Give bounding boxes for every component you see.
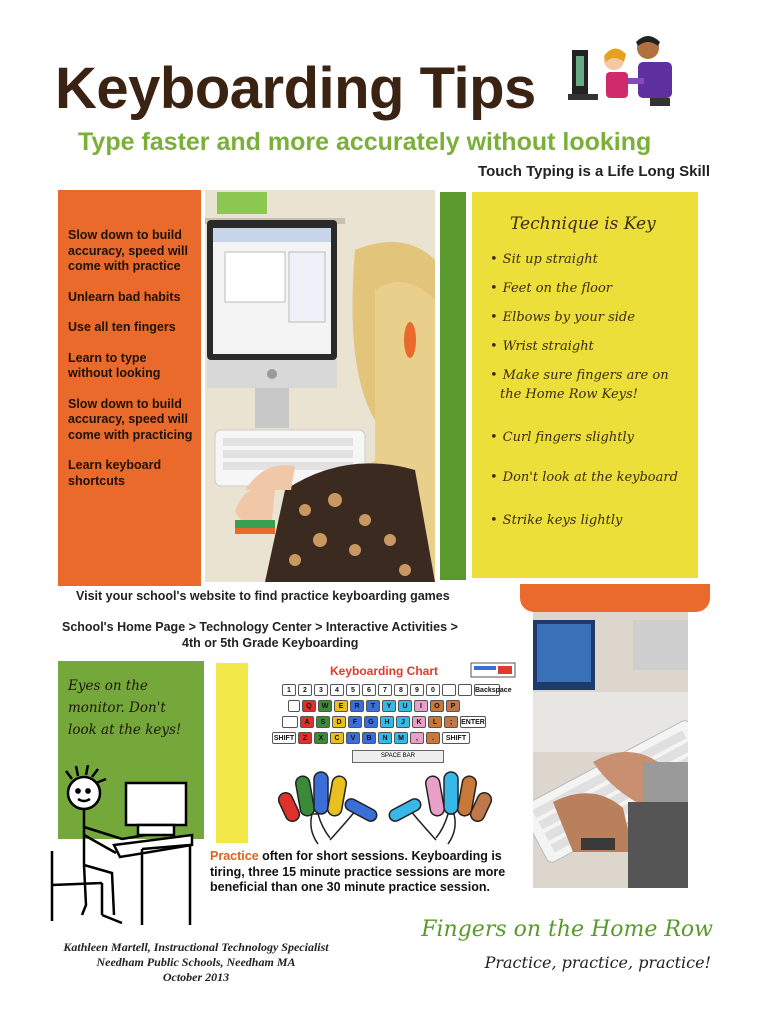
student-typing-photo xyxy=(205,190,435,582)
keyboard-key xyxy=(288,700,300,712)
stick-figure-typing-icon xyxy=(42,765,212,935)
keyboard-key: K xyxy=(412,716,426,728)
keyboard-key: C xyxy=(330,732,344,744)
keyboard-key: Q xyxy=(302,700,316,712)
tip-item: Learn to type without looking xyxy=(68,350,161,380)
eyes-on-monitor-text: Eyes on the monitor. Don't look at the keys! xyxy=(68,678,182,738)
tip-item: Slow down to build accuracy, speed will come with practice xyxy=(68,228,188,273)
keyboard-key: L xyxy=(428,716,442,728)
keyboard-key: B xyxy=(362,732,376,744)
keyboard-key: 1 xyxy=(282,684,296,696)
keyboard-key: G xyxy=(364,716,378,728)
keyboard-key: R xyxy=(350,700,364,712)
keyboard-chart xyxy=(273,684,514,764)
navigation-path-line2: 4th or 5th Grade Keyboarding xyxy=(182,636,359,650)
keyboard-key: F xyxy=(348,716,362,728)
keyboard-key: SHIFT xyxy=(442,732,470,744)
technique-item: • Curl fingers slightly xyxy=(490,430,634,445)
keyboard-key: 2 xyxy=(298,684,312,696)
keyboard-chart-title: Keyboarding Chart xyxy=(330,664,439,678)
technique-item: • Sit up straight xyxy=(490,252,598,267)
keyboard-key: , xyxy=(410,732,424,744)
keyboard-key: V xyxy=(346,732,360,744)
tip-item: Slow down to build accuracy, speed will come with practicing xyxy=(68,396,193,442)
technique-item: • Strike keys lightly xyxy=(490,513,623,528)
keyboard-key: Backspace xyxy=(474,684,500,696)
practice-note: Practice often for short sessions. Keyboarding is tiring, three 15 minute practice sessions are more beneficial than one 30 minute practice session. xyxy=(210,849,506,894)
tagline: Touch Typing is a Life Long Skill xyxy=(478,163,710,180)
hands-on-keyboard-photo xyxy=(533,612,688,888)
keyboard-key: U xyxy=(398,700,412,712)
keyboard-key: H xyxy=(380,716,394,728)
kids-computer-clipart-icon xyxy=(566,28,686,108)
keyboard-key: A xyxy=(300,716,314,728)
keyboard-key: 8 xyxy=(394,684,408,696)
page-title: Keyboarding Tips xyxy=(55,56,536,121)
keyboard-key: I xyxy=(414,700,428,712)
tip-item: Use all ten fingers xyxy=(68,320,176,334)
keyboard-key xyxy=(458,684,472,696)
yellow-accent-bar xyxy=(216,663,248,843)
technique-panel xyxy=(472,192,698,578)
technique-item: • Elbows by your side xyxy=(490,310,635,325)
keyboard-key: M xyxy=(394,732,408,744)
space-bar-key: SPACE BAR xyxy=(352,750,444,763)
author-credit: Kathleen Martell, Instructional Technology Specialist Needham Public Schools, Needham MA October 2013 xyxy=(63,940,329,984)
keyboard-key: N xyxy=(378,732,392,744)
keyboard-key: . xyxy=(426,732,440,744)
technique-item: • Make sure fingers are on the Home Row Keys! xyxy=(490,368,669,402)
keyboard-key: E xyxy=(334,700,348,712)
keyboard-key: Y xyxy=(382,700,396,712)
keyboard-key: W xyxy=(318,700,332,712)
keyboard-key: X xyxy=(314,732,328,744)
keyboard-key: SHIFT xyxy=(272,732,296,744)
keyboard-key: S xyxy=(316,716,330,728)
colored-hands-icon xyxy=(278,770,494,850)
technique-item: • Feet on the floor xyxy=(490,281,613,296)
keyboard-key: Z xyxy=(298,732,312,744)
technique-heading: Technique is Key xyxy=(510,214,656,234)
keyboard-key: ENTER xyxy=(460,716,486,728)
keyboard-key: 9 xyxy=(410,684,424,696)
keyboard-key: P xyxy=(446,700,460,712)
tip-item: Learn keyboard shortcuts xyxy=(68,458,162,488)
keyboard-logo-icon xyxy=(470,662,516,678)
keyboard-key: D xyxy=(332,716,346,728)
keyboard-key xyxy=(442,684,456,696)
tips-panel xyxy=(58,190,201,586)
keyboard-key xyxy=(282,716,298,728)
keyboard-key: 6 xyxy=(362,684,376,696)
keyboard-key: O xyxy=(430,700,444,712)
page-subtitle: Type faster and more accurately without looking xyxy=(78,128,652,156)
keyboard-key: 0 xyxy=(426,684,440,696)
keyboard-key: T xyxy=(366,700,380,712)
technique-item: • Wrist straight xyxy=(490,339,594,354)
fingers-home-row-text: Fingers on the Home Row xyxy=(421,917,713,942)
green-divider-strip xyxy=(440,192,466,580)
visit-website-text: Visit your school's website to find practice keyboarding games xyxy=(76,589,450,603)
technique-item: • Don't look at the keyboard xyxy=(490,470,678,485)
keyboard-key: 5 xyxy=(346,684,360,696)
practice-practice-text: Practice, practice, practice! xyxy=(484,953,711,972)
keyboard-key: 3 xyxy=(314,684,328,696)
keyboard-key: 4 xyxy=(330,684,344,696)
keyboard-key: J xyxy=(396,716,410,728)
keyboard-key: 7 xyxy=(378,684,392,696)
tip-item: Unlearn bad habits xyxy=(68,289,181,304)
orange-awning xyxy=(520,584,710,612)
navigation-path-line1: School's Home Page > Technology Center > Interactive Activities > xyxy=(62,620,458,634)
keyboard-key: ; xyxy=(444,716,458,728)
